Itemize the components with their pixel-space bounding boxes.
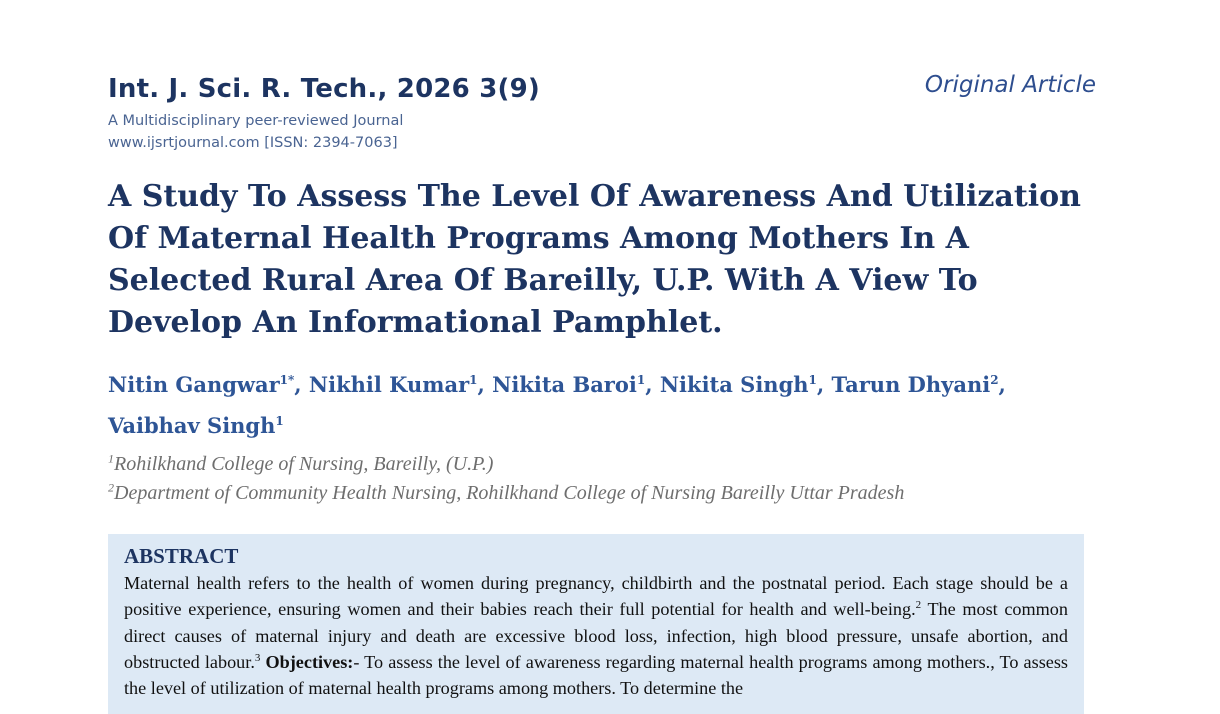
author-name: Tarun Dhyani	[831, 372, 991, 397]
author-affiliation-mark: 2	[990, 373, 999, 387]
author-separator: ,	[998, 372, 1006, 397]
author-name: Nikita Baroi	[492, 372, 637, 397]
paper-title: A Study To Assess The Level Of Awareness And Utilization Of Maternal Health Programs Among Mothers In A Selected Rural Area Of Bareilly, U.P. With A View To Develop An Informational Pamphlet.	[108, 179, 1081, 340]
author-entry	[832, 372, 1006, 397]
abstract-text-part: - To assess the level of awareness regarding maternal health programs among mothers., To assess the level of utilization of maternal health programs among mothers. To determine the	[124, 651, 1069, 699]
abstract-box	[108, 534, 1084, 714]
journal-title: Int. J. Sci. R. Tech., 2026 3(9)	[108, 74, 540, 104]
author-separator: ,	[477, 372, 493, 397]
citation-ref: 2	[915, 599, 922, 612]
affiliation-text: Rohilkhand College of Nursing, Bareilly, (U.P.)	[114, 453, 494, 475]
author-affiliation-mark: 1*	[279, 373, 295, 387]
affiliation-text: Department of Community Health Nursing, Rohilkhand College of Nursing Bareilly Uttar Pradesh	[114, 482, 905, 504]
author-entry	[660, 372, 832, 397]
author-entry	[492, 372, 660, 397]
abstract-heading: ABSTRACT	[124, 544, 239, 568]
author-affiliation-mark: 1	[808, 373, 817, 387]
journal-url-issn: www.ijsrtjournal.com [ISSN: 2394-7063]	[108, 135, 398, 151]
author-name: Nikita Singh	[659, 372, 809, 397]
affiliation-2	[108, 482, 904, 505]
author-entry	[108, 372, 309, 397]
citation-ref: 3	[254, 651, 261, 664]
author-separator: ,	[645, 372, 660, 397]
author-separator: ,	[816, 372, 832, 397]
journal-tagline: A Multidisciplinary peer-reviewed Journal	[108, 113, 404, 129]
abstract-text	[124, 570, 1068, 701]
abstract-text-part: Maternal health refers to the health of women during pregnancy, childbirth and the postnatal period. Each stage should be a positive experience, ensuring women and their babies reach their full potential for health and well-being.	[124, 573, 1068, 620]
author-name: Nitin Gangwar	[108, 372, 280, 397]
author-affiliation-mark: 1	[636, 373, 646, 387]
author-name: Vaibhav Singh	[108, 413, 276, 438]
author-separator: ,	[294, 372, 309, 397]
objectives-label: Objectives:	[265, 651, 354, 672]
author-entry	[309, 372, 492, 397]
author-affiliation-mark: 1	[275, 414, 284, 428]
article-type-label: Original Article	[924, 72, 1096, 98]
author-entry	[108, 413, 284, 438]
affiliation-mark: 1	[108, 451, 114, 466]
author-list	[108, 364, 1098, 446]
affiliation-1	[108, 453, 493, 476]
author-affiliation-mark: 1	[469, 373, 478, 387]
author-name: Nikhil Kumar	[308, 372, 470, 397]
abstract-text-part: The most common direct causes of maternal injury and death are excessive blood loss, infection, high blood pressure, unsafe abortion, and obstructed labour.	[124, 599, 1068, 672]
affiliation-mark: 2	[108, 480, 114, 495]
